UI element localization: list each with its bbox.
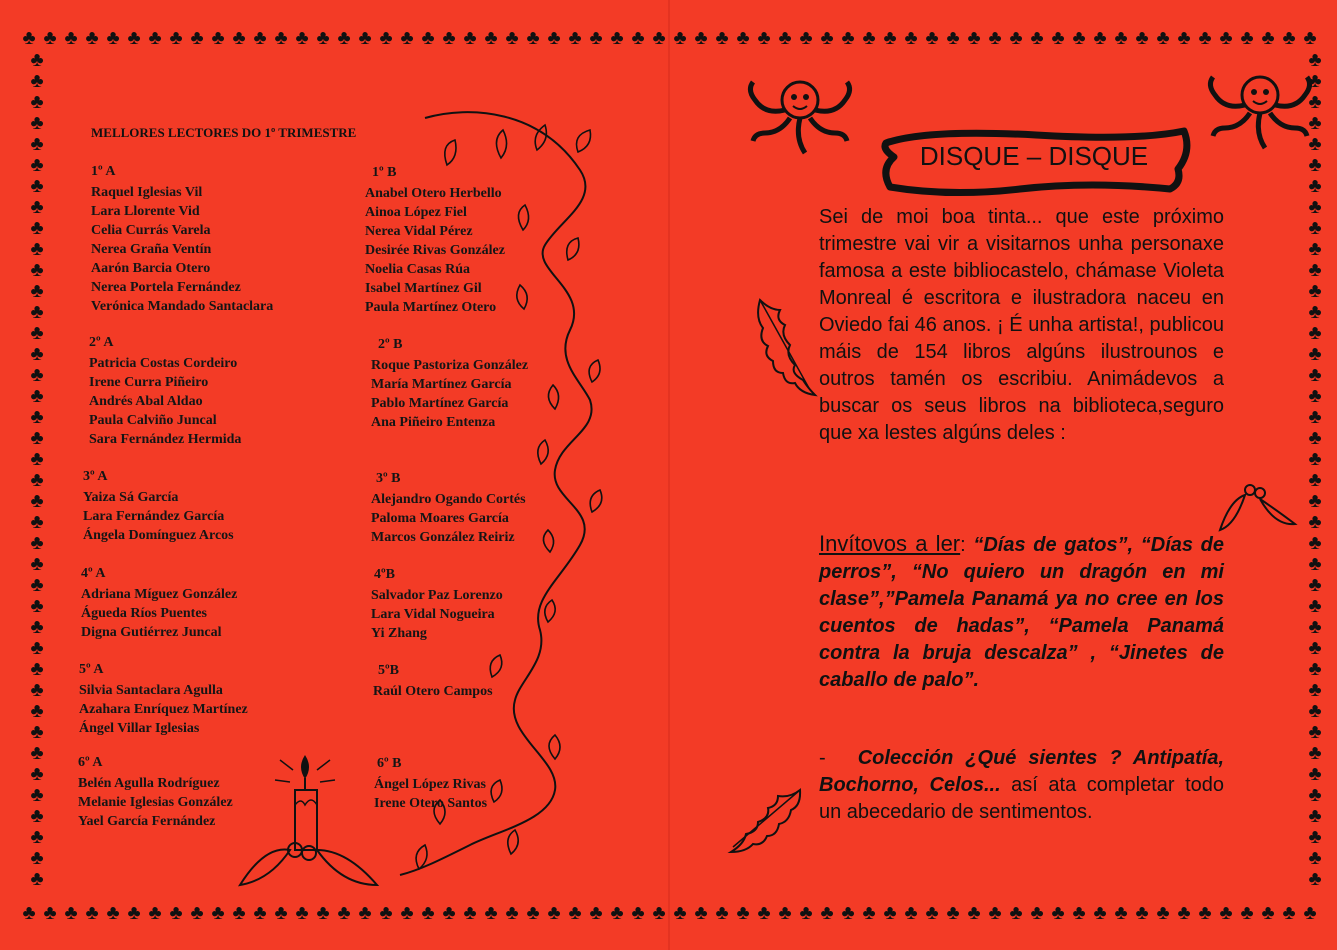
reader-name: Isabel Martínez Gil <box>365 281 482 296</box>
christmas-tree-icon: ♣ <box>694 902 707 924</box>
reader-name: Azahara Enríquez Martínez <box>79 702 248 717</box>
collection-rest: así ata completar todo un abecedario de sentimentos. <box>819 774 1224 823</box>
christmas-tree-icon: ♣ <box>30 532 44 554</box>
christmas-tree-icon: ♣ <box>1308 826 1322 848</box>
christmas-tree-icon: ♣ <box>1009 27 1022 49</box>
christmas-tree-icon: ♣ <box>30 343 44 365</box>
christmas-tree-icon: ♣ <box>1308 112 1322 134</box>
christmas-tree-icon: ♣ <box>30 301 44 323</box>
invite-label: Invítovos a ler <box>819 531 961 556</box>
christmas-tree-icon: ♣ <box>379 27 392 49</box>
christmas-tree-icon: ♣ <box>547 902 560 924</box>
christmas-tree-icon: ♣ <box>1308 637 1322 659</box>
class-label: 1º A <box>91 164 116 179</box>
christmas-tree-icon: ♣ <box>379 902 392 924</box>
reader-name: Paula Calviño Juncal <box>89 413 217 428</box>
reader-name: María Martínez García <box>371 377 512 392</box>
christmas-tree-icon: ♣ <box>127 27 140 49</box>
reader-name: Celia Currás Varela <box>91 223 211 238</box>
christmas-tree-icon: ♣ <box>30 784 44 806</box>
reader-name: Adriana Míguez González <box>81 587 238 602</box>
christmas-tree-icon: ♣ <box>30 616 44 638</box>
class-label: 6º B <box>377 756 402 771</box>
christmas-tree-border-right <box>1303 50 1327 902</box>
christmas-tree-icon: ♣ <box>337 902 350 924</box>
christmas-tree-icon: ♣ <box>442 27 455 49</box>
reader-name: Raquel Iglesias Vil <box>91 185 203 200</box>
christmas-tree-icon: ♣ <box>30 91 44 113</box>
octopus-icon <box>1200 60 1320 160</box>
christmas-tree-icon: ♣ <box>1261 27 1274 49</box>
reader-name: Aarón Barcia Otero <box>91 261 211 276</box>
christmas-tree-icon: ♣ <box>30 238 44 260</box>
reader-name: Melanie Iglesias González <box>78 795 233 810</box>
christmas-tree-icon: ♣ <box>757 902 770 924</box>
christmas-tree-icon: ♣ <box>505 902 518 924</box>
christmas-tree-icon: ♣ <box>1261 902 1274 924</box>
christmas-tree-icon: ♣ <box>30 742 44 764</box>
reader-name: Belén Agulla Rodríguez <box>78 776 220 791</box>
christmas-tree-icon: ♣ <box>30 700 44 722</box>
christmas-tree-icon: ♣ <box>1156 27 1169 49</box>
reader-name: Nerea Graña Ventín <box>91 242 212 257</box>
reader-name: Yael García Fernández <box>78 814 216 829</box>
christmas-tree-icon: ♣ <box>1308 658 1322 680</box>
invite-separator: : <box>960 534 974 556</box>
christmas-tree-icon: ♣ <box>1308 196 1322 218</box>
christmas-tree-icon: ♣ <box>148 902 161 924</box>
christmas-tree-icon: ♣ <box>1072 902 1085 924</box>
christmas-tree-icon: ♣ <box>43 902 56 924</box>
christmas-tree-icon: ♣ <box>30 511 44 533</box>
christmas-tree-icon: ♣ <box>526 27 539 49</box>
reader-name: Irene Curra Piñeiro <box>89 375 209 390</box>
christmas-tree-icon: ♣ <box>169 902 182 924</box>
christmas-tree-icon: ♣ <box>820 902 833 924</box>
christmas-tree-icon: ♣ <box>127 902 140 924</box>
christmas-tree-icon: ♣ <box>358 27 371 49</box>
christmas-tree-icon: ♣ <box>1198 902 1211 924</box>
christmas-tree-icon: ♣ <box>295 902 308 924</box>
christmas-tree-icon: ♣ <box>1093 27 1106 49</box>
christmas-tree-icon: ♣ <box>946 902 959 924</box>
christmas-tree-icon: ♣ <box>85 27 98 49</box>
christmas-tree-icon: ♣ <box>1308 700 1322 722</box>
christmas-tree-icon: ♣ <box>925 27 938 49</box>
reader-name: Lara Fernández García <box>83 509 225 524</box>
christmas-tree-icon: ♣ <box>1308 154 1322 176</box>
christmas-tree-icon: ♣ <box>715 902 728 924</box>
christmas-tree-icon: ♣ <box>30 721 44 743</box>
christmas-tree-icon: ♣ <box>484 27 497 49</box>
christmas-tree-icon: ♣ <box>64 902 77 924</box>
christmas-tree-icon: ♣ <box>862 27 875 49</box>
class-label: 4º A <box>81 566 106 581</box>
christmas-tree-icon: ♣ <box>30 50 44 71</box>
christmas-tree-icon: ♣ <box>463 902 476 924</box>
christmas-tree-icon: ♣ <box>1308 70 1322 92</box>
reader-name: Marcos González Reiriz <box>371 530 515 545</box>
christmas-tree-icon: ♣ <box>442 902 455 924</box>
reader-name: Ainoa López Fiel <box>365 205 467 220</box>
christmas-tree-icon: ♣ <box>30 868 44 890</box>
christmas-tree-icon: ♣ <box>946 27 959 49</box>
christmas-tree-icon: ♣ <box>883 902 896 924</box>
christmas-tree-icon: ♣ <box>631 902 644 924</box>
christmas-tree-icon: ♣ <box>274 27 287 49</box>
reader-name: Lara Llorente Vid <box>91 204 200 219</box>
christmas-tree-icon: ♣ <box>1308 301 1322 323</box>
christmas-tree-icon: ♣ <box>610 27 623 49</box>
christmas-tree-icon: ♣ <box>1308 511 1322 533</box>
christmas-tree-icon: ♣ <box>736 902 749 924</box>
christmas-tree-icon: ♣ <box>904 27 917 49</box>
christmas-tree-icon: ♣ <box>30 490 44 512</box>
reader-name: Silvia Santaclara Agulla <box>79 683 223 698</box>
christmas-tree-icon: ♣ <box>30 763 44 785</box>
christmas-tree-icon: ♣ <box>85 902 98 924</box>
christmas-tree-icon: ♣ <box>862 902 875 924</box>
christmas-tree-icon: ♣ <box>274 902 287 924</box>
christmas-tree-icon: ♣ <box>30 448 44 470</box>
christmas-tree-icon: ♣ <box>589 902 602 924</box>
christmas-tree-icon: ♣ <box>190 27 203 49</box>
christmas-tree-icon: ♣ <box>30 196 44 218</box>
christmas-tree-icon: ♣ <box>652 902 665 924</box>
reader-name: Ana Piñeiro Entenza <box>371 415 496 430</box>
collection-paragraph <box>819 745 1224 826</box>
christmas-tree-icon: ♣ <box>463 27 476 49</box>
reader-name: Raúl Otero Campos <box>373 684 493 699</box>
christmas-tree-icon: ♣ <box>1177 902 1190 924</box>
reader-name: Nerea Portela Fernández <box>91 280 241 295</box>
christmas-tree-icon: ♣ <box>30 154 44 176</box>
christmas-tree-icon: ♣ <box>30 658 44 680</box>
christmas-tree-icon: ♣ <box>30 679 44 701</box>
christmas-tree-icon: ♣ <box>673 27 686 49</box>
reader-name: Ángel Villar Iglesias <box>79 721 200 736</box>
banner-title: DISQUE – DISQUE <box>919 141 1149 171</box>
christmas-tree-icon: ♣ <box>820 27 833 49</box>
christmas-tree-icon: ♣ <box>589 27 602 49</box>
christmas-tree-icon: ♣ <box>1308 280 1322 302</box>
christmas-tree-icon: ♣ <box>526 902 539 924</box>
christmas-tree-icon: ♣ <box>1072 27 1085 49</box>
reader-name: Nerea Vidal Pérez <box>365 224 473 239</box>
octopus-icon <box>745 70 855 160</box>
christmas-tree-icon: ♣ <box>1198 27 1211 49</box>
christmas-tree-icon: ♣ <box>43 27 56 49</box>
christmas-tree-icon: ♣ <box>106 27 119 49</box>
christmas-tree-icon: ♣ <box>904 902 917 924</box>
reader-name: Sara Fernández Hermida <box>89 432 242 447</box>
christmas-tree-icon: ♣ <box>610 902 623 924</box>
candle-icon <box>235 750 385 890</box>
christmas-tree-icon: ♣ <box>253 27 266 49</box>
christmas-tree-icon: ♣ <box>967 27 980 49</box>
christmas-tree-icon: ♣ <box>547 27 560 49</box>
christmas-tree-icon: ♣ <box>232 27 245 49</box>
christmas-tree-icon: ♣ <box>799 902 812 924</box>
christmas-tree-icon: ♣ <box>1308 679 1322 701</box>
collection-title: Colección ¿Qué sientes ? Antipatía, Bochorno, Celos... <box>819 747 1224 796</box>
christmas-tree-icon: ♣ <box>1308 847 1322 869</box>
christmas-tree-icon: ♣ <box>1308 553 1322 575</box>
reader-name: Lara Vidal Nogueira <box>371 607 495 622</box>
christmas-tree-icon: ♣ <box>295 27 308 49</box>
reader-name: Verónica Mandado Santaclara <box>91 299 274 314</box>
christmas-tree-icon: ♣ <box>421 902 434 924</box>
reader-name: Paloma Moares García <box>371 511 509 526</box>
christmas-tree-icon: ♣ <box>1308 448 1322 470</box>
christmas-tree-icon: ♣ <box>568 27 581 49</box>
christmas-tree-icon: ♣ <box>30 280 44 302</box>
christmas-tree-icon: ♣ <box>925 902 938 924</box>
reader-name: Patricia Costas Cordeiro <box>89 356 238 371</box>
christmas-tree-icon: ♣ <box>211 27 224 49</box>
christmas-tree-icon: ♣ <box>30 322 44 344</box>
christmas-tree-icon: ♣ <box>1303 902 1316 924</box>
christmas-tree-icon: ♣ <box>1308 343 1322 365</box>
christmas-tree-icon: ♣ <box>1282 27 1295 49</box>
reader-name: Yaiza Sá García <box>83 490 179 505</box>
christmas-tree-icon: ♣ <box>484 902 497 924</box>
christmas-tree-icon: ♣ <box>736 27 749 49</box>
christmas-tree-icon: ♣ <box>30 826 44 848</box>
christmas-tree-icon: ♣ <box>1156 902 1169 924</box>
christmas-tree-icon: ♣ <box>106 902 119 924</box>
christmas-tree-icon: ♣ <box>316 27 329 49</box>
christmas-tree-icon: ♣ <box>316 902 329 924</box>
reader-name: Andrés Abal Aldao <box>89 394 203 409</box>
christmas-tree-icon: ♣ <box>841 902 854 924</box>
christmas-tree-icon: ♣ <box>673 902 686 924</box>
christmas-tree-icon: ♣ <box>400 27 413 49</box>
christmas-tree-icon: ♣ <box>694 27 707 49</box>
christmas-tree-icon: ♣ <box>1308 469 1322 491</box>
christmas-tree-icon: ♣ <box>1308 385 1322 407</box>
christmas-tree-icon: ♣ <box>1308 763 1322 785</box>
reader-name: Pablo Martínez García <box>371 396 509 411</box>
christmas-tree-icon: ♣ <box>1308 784 1322 806</box>
christmas-tree-icon: ♣ <box>1308 616 1322 638</box>
class-label: 5ºB <box>378 663 399 678</box>
christmas-tree-icon: ♣ <box>1114 27 1127 49</box>
reader-name: Roque Pastoriza González <box>371 358 529 373</box>
christmas-tree-icon: ♣ <box>30 805 44 827</box>
christmas-tree-icon: ♣ <box>967 902 980 924</box>
holly-leaf-icon <box>725 785 805 855</box>
christmas-tree-icon: ♣ <box>1051 27 1064 49</box>
christmas-tree-icon: ♣ <box>1308 406 1322 428</box>
christmas-tree-icon: ♣ <box>30 574 44 596</box>
christmas-tree-icon: ♣ <box>988 902 1001 924</box>
class-label: 2º B <box>378 337 403 352</box>
class-label: 2º A <box>89 335 114 350</box>
christmas-tree-icon: ♣ <box>421 27 434 49</box>
christmas-tree-icon: ♣ <box>883 27 896 49</box>
left-page <box>0 0 668 950</box>
title-banner <box>878 125 1190 195</box>
christmas-tree-icon: ♣ <box>988 27 1001 49</box>
christmas-tree-icon: ♣ <box>1135 902 1148 924</box>
reader-name: Águeda Ríos Puentes <box>81 606 208 621</box>
christmas-tree-icon: ♣ <box>1135 27 1148 49</box>
christmas-tree-icon: ♣ <box>1308 595 1322 617</box>
christmas-tree-icon: ♣ <box>22 27 35 49</box>
christmas-tree-icon: ♣ <box>1308 322 1322 344</box>
christmas-tree-icon: ♣ <box>30 385 44 407</box>
class-label: 1º B <box>372 165 397 180</box>
christmas-tree-icon: ♣ <box>30 406 44 428</box>
class-label: 5º A <box>79 662 104 677</box>
christmas-tree-icon: ♣ <box>169 27 182 49</box>
christmas-tree-icon: ♣ <box>1308 868 1322 890</box>
christmas-tree-icon: ♣ <box>1177 27 1190 49</box>
christmas-tree-icon: ♣ <box>337 27 350 49</box>
reader-name: Digna Gutiérrez Juncal <box>81 625 222 640</box>
christmas-tree-icon: ♣ <box>1308 427 1322 449</box>
christmas-tree-icon: ♣ <box>30 112 44 134</box>
reader-name: Yi Zhang <box>371 626 427 641</box>
page-heading: MELLORES LECTORES DO 1º TRIMESTRE <box>91 125 357 140</box>
christmas-tree-icon: ♣ <box>1240 27 1253 49</box>
christmas-tree-icon: ♣ <box>30 364 44 386</box>
class-label: 3º B <box>376 471 401 486</box>
reader-name: Ángel López Rivas <box>374 777 486 792</box>
christmas-tree-icon: ♣ <box>1308 532 1322 554</box>
christmas-tree-icon: ♣ <box>505 27 518 49</box>
christmas-tree-icon: ♣ <box>148 27 161 49</box>
christmas-tree-icon: ♣ <box>757 27 770 49</box>
reader-name: Irene Otero Santos <box>374 796 488 811</box>
christmas-tree-icon: ♣ <box>631 27 644 49</box>
christmas-tree-icon: ♣ <box>30 469 44 491</box>
christmas-tree-icon: ♣ <box>1308 217 1322 239</box>
christmas-tree-icon: ♣ <box>1308 721 1322 743</box>
christmas-tree-icon: ♣ <box>1282 902 1295 924</box>
collection-dash: - <box>819 747 826 769</box>
reader-name: Ángela Domínguez Arcos <box>83 528 234 543</box>
christmas-tree-icon: ♣ <box>211 902 224 924</box>
reader-name: Salvador Paz Lorenzo <box>371 588 503 603</box>
christmas-tree-icon: ♣ <box>1308 742 1322 764</box>
christmas-tree-icon: ♣ <box>1219 27 1232 49</box>
christmas-tree-icon: ♣ <box>1030 902 1043 924</box>
christmas-tree-icon: ♣ <box>30 259 44 281</box>
christmas-tree-icon: ♣ <box>1308 364 1322 386</box>
christmas-tree-icon: ♣ <box>778 902 791 924</box>
christmas-tree-icon: ♣ <box>1030 27 1043 49</box>
christmas-tree-icon: ♣ <box>30 217 44 239</box>
christmas-tree-icon: ♣ <box>1308 91 1322 113</box>
christmas-tree-icon: ♣ <box>1308 238 1322 260</box>
christmas-tree-icon: ♣ <box>1051 902 1064 924</box>
christmas-tree-icon: ♣ <box>1308 259 1322 281</box>
christmas-tree-icon: ♣ <box>1308 574 1322 596</box>
reader-name: Alejandro Ogando Cortés <box>371 492 526 507</box>
christmas-tree-icon: ♣ <box>30 553 44 575</box>
reader-name: Paula Martínez Otero <box>365 300 497 315</box>
christmas-tree-icon: ♣ <box>30 847 44 869</box>
reader-name: Noelia Casas Rúa <box>365 262 471 277</box>
holly-leaf-icon <box>1215 475 1300 535</box>
christmas-tree-icon: ♣ <box>30 595 44 617</box>
christmas-tree-icon: ♣ <box>253 902 266 924</box>
christmas-tree-icon: ♣ <box>1308 50 1322 71</box>
christmas-tree-icon: ♣ <box>652 27 665 49</box>
christmas-tree-icon: ♣ <box>1308 805 1322 827</box>
christmas-tree-icon: ♣ <box>232 902 245 924</box>
holly-leaf-icon <box>750 295 820 400</box>
invite-paragraph <box>819 530 1224 694</box>
christmas-tree-icon: ♣ <box>22 902 35 924</box>
christmas-tree-icon: ♣ <box>30 175 44 197</box>
page-fold <box>668 0 670 950</box>
christmas-tree-icon: ♣ <box>190 902 203 924</box>
class-label: 3º A <box>83 469 108 484</box>
christmas-tree-icon: ♣ <box>1093 902 1106 924</box>
christmas-tree-icon: ♣ <box>568 902 581 924</box>
christmas-tree-icon: ♣ <box>1009 902 1022 924</box>
class-label: 6º A <box>78 755 103 770</box>
christmas-tree-icon: ♣ <box>715 27 728 49</box>
christmas-tree-icon: ♣ <box>64 27 77 49</box>
reader-name: Anabel Otero Herbello <box>365 186 502 201</box>
christmas-tree-icon: ♣ <box>30 70 44 92</box>
christmas-tree-icon: ♣ <box>1240 902 1253 924</box>
christmas-tree-icon: ♣ <box>1308 133 1322 155</box>
christmas-tree-icon: ♣ <box>400 902 413 924</box>
class-label: 4ºB <box>374 567 395 582</box>
intro-paragraph: Sei de moi boa tinta... que este próximo trimestre vai vir a visitarnos unha personaxe famosa a este bibliocastelo, chámase Violeta Monreal é escritora e ilustradora naceu en Oviedo fai 46 anos. ¡ É unha artista!, publicou máis de 154 libros algúns ilustrounos e outros tamén os escribiu. Animádevos a buscar os seus libros na biblioteca,seguro que xa lestes algúns deles : <box>819 206 1224 444</box>
christmas-tree-icon: ♣ <box>799 27 812 49</box>
christmas-tree-icon: ♣ <box>30 637 44 659</box>
christmas-tree-icon: ♣ <box>1308 175 1322 197</box>
christmas-tree-icon: ♣ <box>1219 902 1232 924</box>
christmas-tree-icon: ♣ <box>358 902 371 924</box>
christmas-tree-icon: ♣ <box>841 27 854 49</box>
christmas-tree-icon: ♣ <box>1114 902 1127 924</box>
christmas-tree-icon: ♣ <box>778 27 791 49</box>
christmas-tree-icon: ♣ <box>30 427 44 449</box>
reader-name: Desirée Rivas González <box>365 243 505 258</box>
invite-book-titles: “Días de gatos”, “Días de perros”, “No quiero un dragón en mi clase”,”Pamela Panamá ya no cree en los cuentos de hadas”, “Pamela Panamá contra la bruja descalza” , “Jinetes de caballo de palo”. <box>819 534 1224 691</box>
christmas-tree-icon: ♣ <box>1303 27 1316 49</box>
christmas-tree-icon: ♣ <box>1308 490 1322 512</box>
christmas-tree-icon: ♣ <box>30 133 44 155</box>
